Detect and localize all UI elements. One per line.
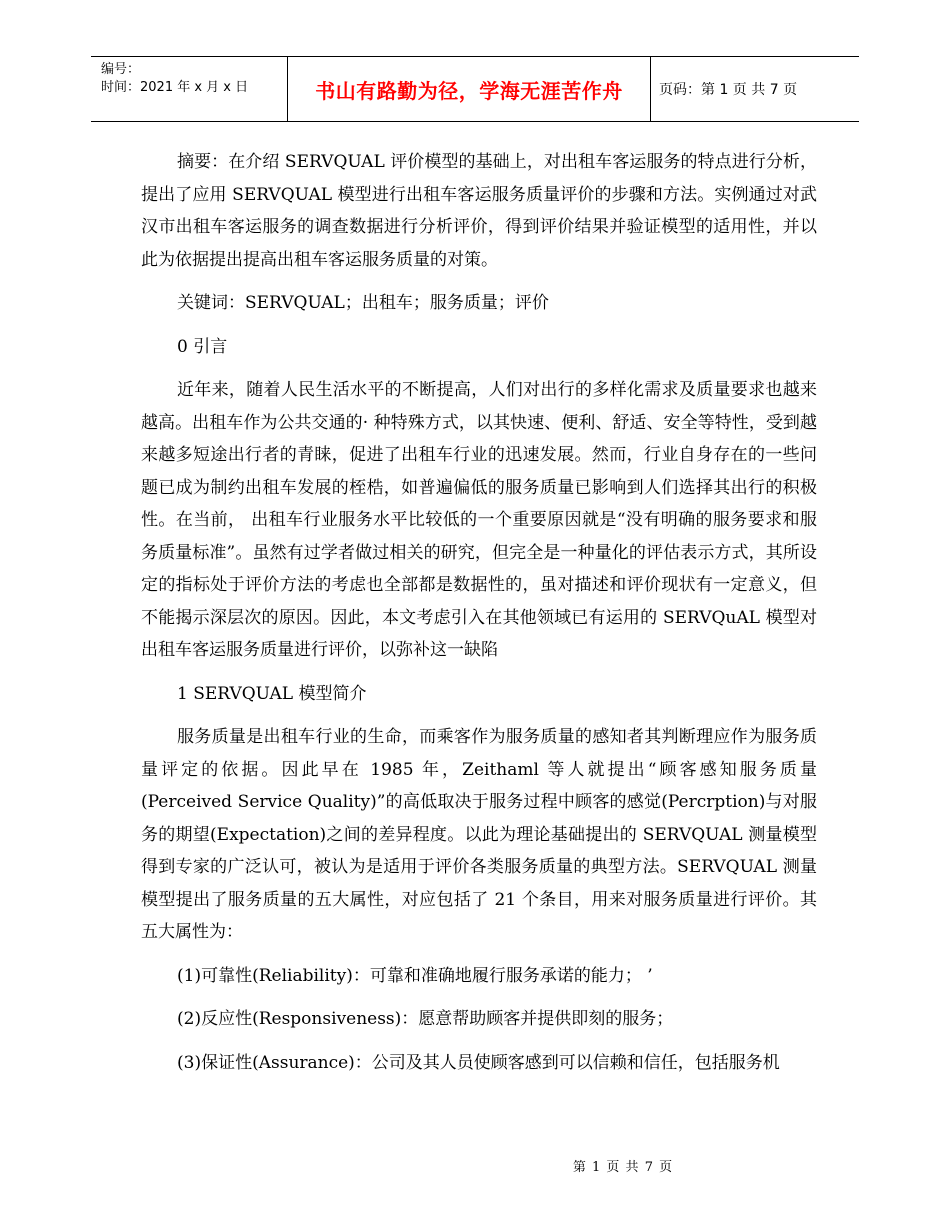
- header-page-info: 页码：第 1 页 共 7 页: [659, 82, 798, 98]
- abstract-paragraph: 摘要：在介绍 SERVQUAL 评价模型的基础上，对出租车客运服务的特点进行分析，提出了应用 SERVQUAL 模型进行出租车客运服务质量评价的步骤和方法。实例通过对武汉市出租车客运服务的调查数据进行分析评价，得到评价结果并验证模型的适用性，并以此为依据提出提高出租车客运服务质量的对策。: [141, 152, 817, 270]
- keywords-paragraph: 关键词：SERVQUAL；出租车；服务质量；评价: [177, 293, 549, 313]
- servqual-paragraph: 服务质量是出租车行业的生命，而乘客作为服务质量的感知者其判断理应作为服务质量评定的依据。因此早在 1985 年，Zeithaml 等人就提出“顾客感知服务质量(Perceived Service Quality)”的高低取决于服务过程中顾客的感觉(Percrption)与对服务的期望(Expectation)之间的差异程度。以此为理论基础提出的 SERVQUAL 测量模型得到专家的广泛认可，被认为是适用于评价各类服务质量的典型方法。SERVQUAL 测量模型提出了服务质量的五大属性，对应包括了 21 个条目，用来对服务质量进行评价。其五大属性为：: [141, 727, 817, 942]
- document-time-label: 时间：2021 年 x 月 x 日: [101, 80, 249, 95]
- attribute-assurance: (3)保证性(Assurance)：公司及其人员使顾客感到可以信赖和信任，包括服务机: [177, 1052, 780, 1073]
- document-body: [141, 146, 817, 1079]
- page-header: [91, 56, 859, 122]
- document-number-label: 编号：: [101, 62, 141, 77]
- header-motto: 书山有路勤为径，学海无涯苦作舟: [287, 57, 651, 121]
- section-heading-servqual: 1 SERVQUAL 模型简介: [177, 683, 367, 704]
- attribute-reliability: (1)可靠性(Reliability)：可靠和准确地履行服务承诺的能力； ’: [177, 965, 653, 986]
- section-heading-intro: 0 引言: [177, 336, 228, 357]
- header-meta: [91, 57, 287, 121]
- intro-paragraph: 近年来，随着人民生活水平的不断提高，人们对出行的多样化需求及质量要求也越来越高。出租车作为公共交通的· 种特殊方式，以其快速、便利、舒适、安全等特性，受到越来越多短途出行者的青睐，促进了出租车行业的迅速发展。然而，行业自身存在的一些问题已成为制约出租车发展的桎梏，如普遍偏低的服务质量已影响到人们选择其出行的积极性。在当前， 出租车行业服务水平比较低的一个重要原因就是“没有明确的服务要求和服务质量标准”。虽然有过学者做过相关的研究，但完全是一种量化的评估表示方式，其所设定的指标处于评价方法的考虑也全部都是数据性的，虽对描述和评价现状有一定意义，但不能揭示深层次的原因。因此，本文考虑引入在其他领域已有运用的 SERVQuAL 模型对出租车客运服务质量进行评价，以弥补这一缺陷: [141, 380, 817, 660]
- page-footer: 第 1 页 共 7 页: [572, 1160, 674, 1175]
- attribute-responsiveness: (2)反应性(Responsiveness)：愿意帮助顾客并提供即刻的服务；: [177, 1009, 674, 1029]
